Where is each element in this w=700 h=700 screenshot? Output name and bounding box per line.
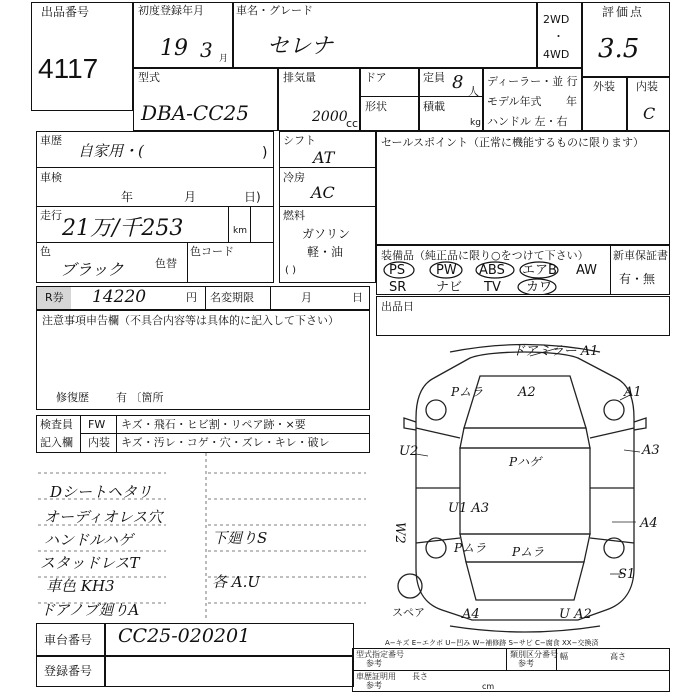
mark-p-mura-2: Pムラ [512,545,545,559]
history-close: ) [262,145,268,161]
dealer-label: ディーラー・並 行 [487,75,578,88]
mark-a2: A2 [518,385,536,400]
warranty-value: 有・無 [619,272,656,286]
interior-label: 内装 [636,80,658,93]
mark-u1-a3: U1 A3 [448,501,490,516]
reg-month-value: 3 [200,38,213,62]
mark-p-hage: Pハゲ [509,455,542,469]
equip-sr: SR [389,280,407,295]
2wd-label: 2WD [543,13,570,26]
history-label: 車歴 [40,134,62,147]
ref-type-number-note: 参考 [366,659,382,668]
mark-a3-right: A3 [642,443,660,458]
car-name-value: セレナ [267,34,334,59]
ref-cert-note: 参考 [366,681,382,690]
deadline-day: 日 [352,291,363,304]
equip-pw: PW [436,263,457,278]
sale-dates-box [376,296,670,336]
note-right-1: 下廻りS [212,529,268,547]
mark-p-mura-3: Pムラ [454,541,487,555]
load-label: 積載 [423,100,445,113]
ac-value: AC [311,183,335,202]
exterior-label: 外装 [593,80,615,93]
handle-label: ハンドル 左・右 [487,115,568,128]
recycle-row [36,286,370,310]
fuel-paren: ( ) [285,265,296,276]
equip-leather: カワ [526,280,553,295]
displacement-value: 2000 [312,109,348,125]
fuel-options: ガソリン [302,227,351,241]
door-label: ドア [365,71,387,84]
reg-month-unit: 月 [219,54,229,64]
mileage-unit: km [233,226,247,236]
color-change-label: 色替 [155,257,177,270]
score-label: 評価点 [602,5,645,19]
inspection-year: 年 [121,190,134,204]
capacity-unit: 人 [468,85,479,98]
sales-points-label: セールスポイント（正常に機能するものに限ります） [381,136,645,149]
equipment-label: 装備品（純正品に限り○をつけて下さい） [381,249,589,262]
reg-year-value: 19 [160,36,188,61]
equip-aw: AW [576,263,598,278]
record-label: 記入欄 [40,436,73,449]
note-left-2: オーディオレス穴 [44,508,163,526]
kg-unit: kg [470,118,481,128]
history-value: 自家用・( [78,142,144,160]
ref-type-number: 型式指定番号 [356,650,404,659]
ref-class-number: 類別区分番号 [510,650,558,659]
car-grade-label: 車名・グレード [236,4,313,17]
wd-dot: ・ [553,30,564,43]
mark-mirror-a1: ドアミラー A1 [512,344,599,359]
car-damage-diagram [380,338,670,638]
repair-value: 有 〔箇所 [116,391,164,404]
chassis-value: CC25-020201 [118,625,251,647]
equip-ps: PS [389,263,406,278]
mileage-label: 走行 [40,209,62,222]
warranty-label: 新車保証書 [613,249,668,262]
note-left-1: Dシートヘタリ [50,483,153,501]
equip-abs: ABS [479,263,505,278]
chassis-label: 車台番号 [44,633,93,647]
mark-p-mura-1: Pムラ [451,385,484,399]
shift-label: シフト [283,134,316,147]
model-year-label: モデル年式 [487,95,542,108]
r-value: 14220 [92,287,147,307]
mark-a1-right: A1 [624,385,642,400]
ref-length: 長さ [412,672,428,681]
deadline-month: 月 [301,291,312,304]
model-value: DBA-CC25 [141,101,249,125]
reg-date-label: 初度登録年月 [138,4,204,17]
note-left-6: ドアノブ廻りA [40,601,140,619]
shape-label: 形状 [365,100,387,113]
ref-width: 幅 [560,652,568,661]
ref-cm: cm [482,682,495,691]
capacity-value: 8 [452,72,464,93]
mark-w2: W2 [392,522,407,544]
spare-label: スペア [392,606,425,619]
fw-label: FW [88,418,106,431]
shift-value: AT [313,148,335,167]
remarks-label: 注意事項申告欄（不具合内容等は具体的に記入して下さい） [42,314,339,327]
inspector-label: 検査員 [40,418,73,431]
color-code-label: 色コード [190,245,234,258]
4wd-label: 4WD [543,48,570,61]
r-label: R券 [37,287,71,309]
ref-height: 高さ [610,652,626,661]
mark-s1: S1 [618,567,636,582]
interior-codes: キズ・汚レ・コゲ・穴・ズレ・キレ・破レ [121,436,330,449]
score-value: 3.5 [598,34,640,64]
damage-legend: A−キズ E−エクボ U−凹み W−補修跡 S−サビ C−腐食 XX−交換済 [385,639,599,647]
yen-unit: 円 [186,291,197,304]
inspection-day: 日) [244,190,261,204]
note-left-3: ハンドルハゲ [44,531,133,549]
cc-unit: cc [346,117,359,130]
mark-a4-rear: A4 [462,607,480,622]
color-value: ブラック [60,260,124,279]
mileage-value: 21万/千253 [62,216,184,241]
interior-score-value: C [643,104,656,123]
interior-row-label: 内装 [88,436,110,449]
equip-tv: TV [484,280,501,295]
year-unit: 年 [566,95,577,108]
equip-navi: ナビ [436,280,463,295]
fw-codes: キズ・飛石・ヒビ割・リペア跡・×要 [121,418,306,431]
ac-label: 冷房 [283,171,305,184]
ref-class-number-note: 参考 [518,659,534,668]
note-right-2: 各 A.U [212,573,261,591]
model-label: 型式 [138,71,160,84]
lot-label: 出品番号 [41,5,90,19]
color-label: 色 [40,245,51,258]
mark-u2: U2 [399,444,419,459]
inspection-month: 月 [184,190,197,204]
note-left-5: 車色 KH3 [46,577,115,595]
lot-number: 4117 [38,53,99,84]
ref-cert: 車歴証明用 [356,672,396,681]
sale-date-label: 出品日 [381,300,414,313]
note-left-4: スタッドレスT [40,554,140,572]
displacement-label: 排気量 [283,71,316,84]
capacity-label: 定員 [423,71,445,84]
reg-no-label: 登録番号 [44,664,93,678]
inspection-label: 車検 [40,171,62,184]
mark-a4-right: A4 [640,516,658,531]
fuel-options-diesel: 軽・油 [307,245,344,259]
repair-label: 修復歴 [56,391,89,404]
mark-u-a2-rear: U A2 [559,607,592,622]
deadline-label: 名変期限 [210,291,254,304]
equip-airbag: エアB [522,263,557,278]
equipment-circles [376,245,670,295]
fuel-label: 燃料 [283,209,305,222]
